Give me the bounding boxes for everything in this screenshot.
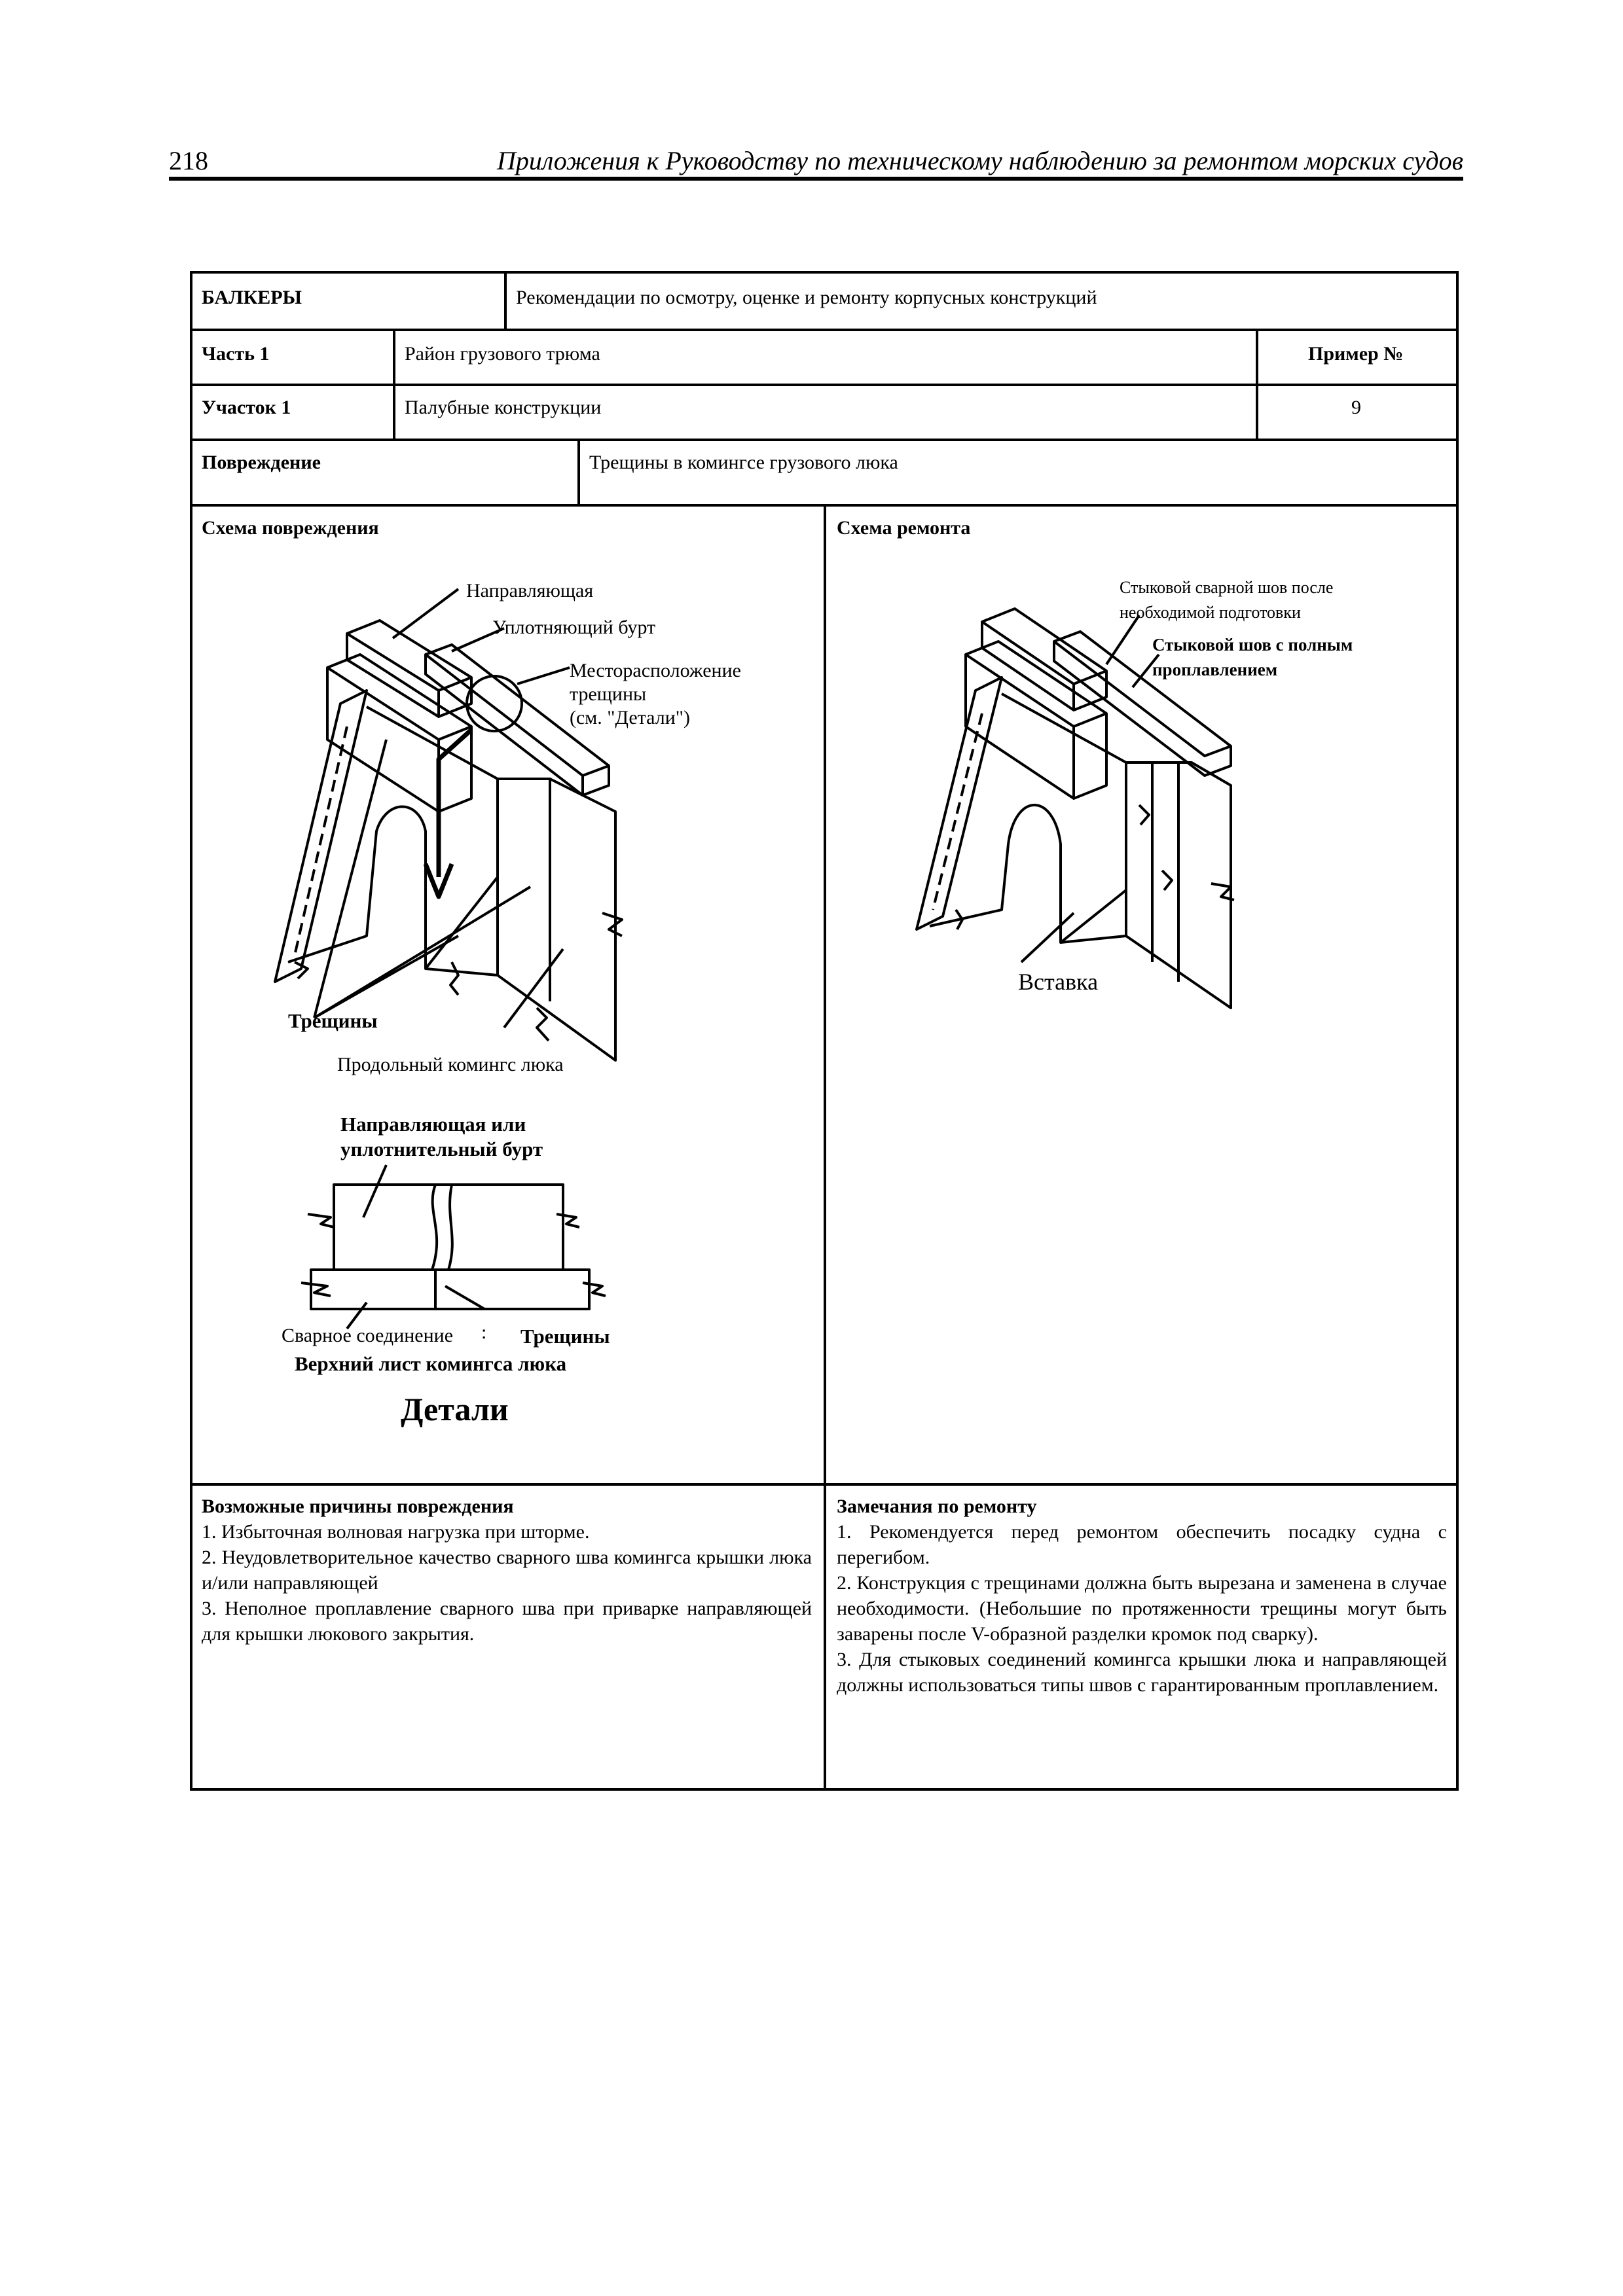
remarks-title: Замечания по ремонту [837, 1496, 1037, 1517]
label-top-plate: Верхний лист комингса люка [295, 1352, 567, 1375]
part-value: Район грузового трюма [405, 343, 600, 365]
details-caption: Детали [401, 1391, 509, 1427]
label-full-pen-2: проплавлением [1152, 660, 1278, 679]
crack-mark [1139, 805, 1149, 825]
label-detail-guide-1: Направляющая или [340, 1113, 526, 1136]
label-full-pen-1: Стыковой шов с полным [1152, 635, 1353, 655]
label-detail-cracks: Трещины [520, 1325, 610, 1348]
part-label: Часть 1 [202, 343, 270, 365]
section-label: Участок 1 [202, 397, 291, 418]
damage-scheme-title: Схема повреждения [202, 517, 379, 539]
example-label: Пример № [1308, 343, 1404, 365]
label-location-3: (см. "Детали") [570, 707, 690, 728]
label-cracks: Трещины [288, 1009, 378, 1032]
remark-item: 2. Конструкция с трещинами должна быть вырезана и заменена в случае необходимости. (Небольшие по протяженности трещины могут быть заварены после V-образной разделки кромок под сварку). [837, 1572, 1447, 1645]
label-guide: Направляющая [466, 580, 594, 601]
crack-mark [1162, 870, 1172, 890]
label-location-2: трещины [570, 683, 647, 705]
label-seal: Уплотняющий бурт [492, 617, 656, 638]
label-coaming: Продольный комингс люка [337, 1054, 564, 1075]
label-detail-guide-2: уплотнительный бурт [340, 1138, 543, 1160]
damage-value: Трещины в комингсе грузового люка [589, 452, 898, 473]
cause-item: 3. Неполное проплавление сварного шва при приварке направляющей для крышки люкового закрытия. [202, 1598, 812, 1645]
label-insert: Вставка [1018, 969, 1099, 995]
example-number: 9 [1351, 397, 1361, 418]
card-heading: Рекомендации по осмотру, оценке и ремонту корпусных конструкций [516, 287, 1097, 308]
label-colon: : [481, 1321, 487, 1343]
page-number: 218 [169, 146, 208, 175]
remark-item: 1. Рекомендуется перед ремонтом обеспечить посадку судна с перегибом. [837, 1521, 1447, 1568]
label-location-1: Месторасположение [570, 660, 741, 681]
causes-title: Возможные причины повреждения [202, 1496, 514, 1517]
category-label: БАЛКЕРЫ [202, 287, 302, 308]
label-butt-weld-1: Стыковой сварной шов после [1120, 578, 1334, 597]
repair-scheme-title: Схема ремонта [837, 517, 971, 539]
label-weld: Сварное соединение [282, 1325, 454, 1346]
repair-guide-rail [982, 609, 1106, 710]
cause-item: 2. Неудовлетворительное качество сварного шва комингса крышки люка и/или направляющей [202, 1547, 812, 1594]
cause-item: 1. Избыточная волновая нагрузка при шторме. [202, 1521, 590, 1543]
remark-item: 3. Для стыковых соединений комингса крышки люка и направляющей должны использоваться типы швов с гарантированным проплавлением. [837, 1649, 1447, 1696]
damage-label: Повреждение [202, 452, 321, 473]
section-value: Палубные конструкции [405, 397, 602, 418]
repair-bracket-web [930, 694, 1126, 942]
running-title: Приложения к Руководству по техническому наблюдению за ремонтом морских судов [496, 146, 1463, 175]
label-butt-weld-2: необходимой подготовки [1120, 603, 1301, 622]
